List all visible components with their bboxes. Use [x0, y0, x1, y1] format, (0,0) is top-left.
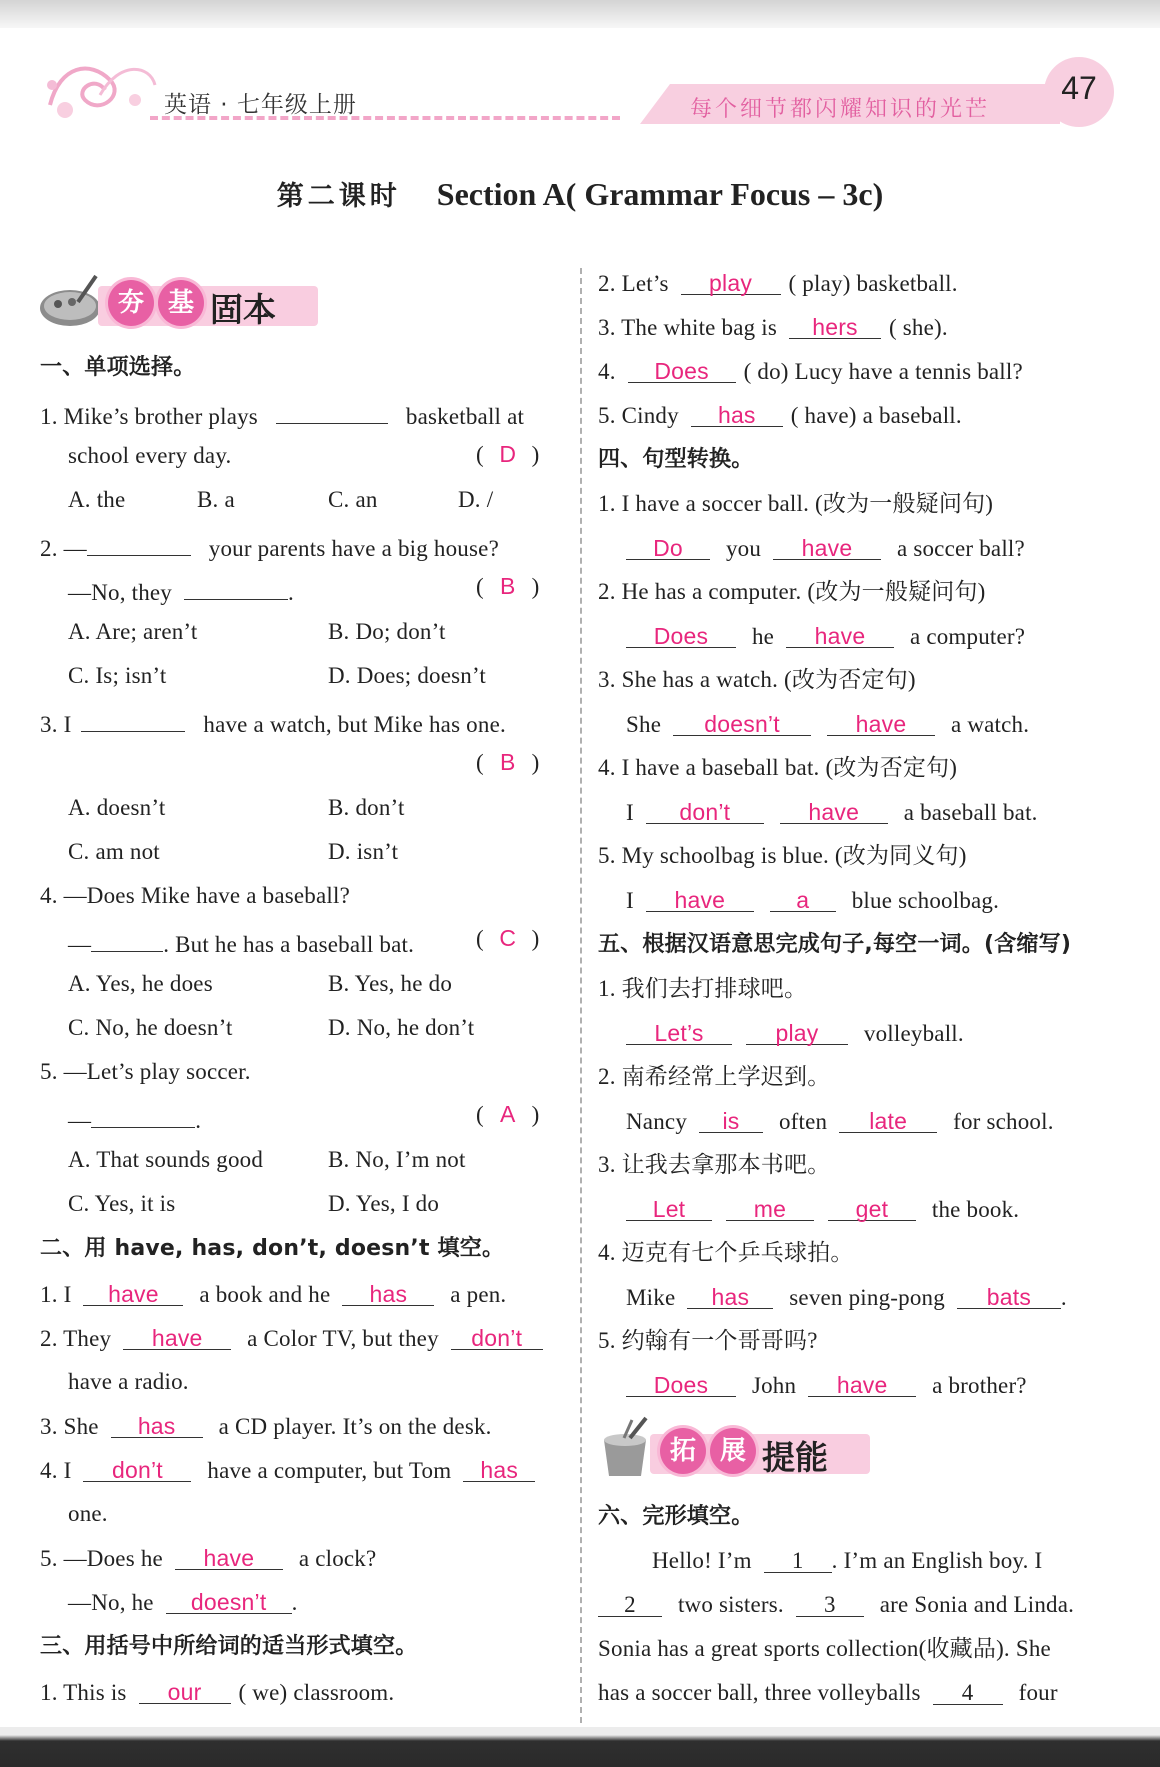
- part2-q5-text-c: —No, he: [68, 1590, 154, 1615]
- part5-q4-start: Mike: [626, 1285, 676, 1310]
- part1-q2-blank-1[interactable]: [87, 529, 191, 556]
- part5-q1-answer-1[interactable]: Let’s: [626, 1018, 732, 1045]
- part1-q3-option-a: A. doesn’t: [68, 795, 166, 820]
- part3-q5-answer[interactable]: has: [691, 400, 783, 427]
- part2-q4-text-a: 4. I: [40, 1458, 72, 1483]
- part1-q5-option-d: D. Yes, I do: [328, 1191, 440, 1216]
- part5-q3-answer-line: [626, 1194, 1019, 1225]
- part1-q3-text-b: have a watch, but Mike has one.: [203, 712, 506, 737]
- part5-q2-prompt: 2. 南希经常上学迟到。: [598, 1064, 831, 1089]
- part4-q1-answer-line: [626, 533, 1025, 564]
- part3-q4-text-b: ( do) Lucy have a tennis ball?: [743, 359, 1023, 384]
- part5-q5-answer-1[interactable]: Does: [626, 1370, 736, 1397]
- part5-q3-answer-2[interactable]: me: [726, 1194, 814, 1221]
- slogan-text: 每个细节都闪耀知识的光芒: [690, 97, 991, 122]
- book-subject-label: 英语 · 七年级上册: [164, 92, 357, 118]
- column-divider: [580, 268, 582, 1723]
- banner-foundation-badge-2: 基: [158, 280, 204, 326]
- part2-heading: 二、用 have, has, don’t, doesn’t 填空。: [40, 1236, 505, 1261]
- part4-q1-prompt: 1. I have a soccer ball. (改为一般疑问句): [598, 491, 994, 516]
- part1-q4-line2: [68, 925, 414, 960]
- part3-q4: [598, 356, 1023, 387]
- part3-q2-text-b: ( play) basketball.: [788, 271, 958, 296]
- part2-q5-line1: [40, 1543, 376, 1574]
- part3-q3-answer[interactable]: hers: [789, 312, 881, 339]
- part2-q5-line2: [68, 1587, 298, 1618]
- part1-q1-blank[interactable]: [276, 397, 388, 424]
- bottom-bar: [0, 1727, 1160, 1767]
- part6-line4-text-b: four: [1018, 1680, 1058, 1705]
- part6-blank-4-number: 4: [961, 1680, 974, 1705]
- part2-q2-text-b: a Color TV, but they: [247, 1326, 439, 1351]
- part5-q5-answer-line: [626, 1370, 1027, 1401]
- part2-q5-text-b: a clock?: [298, 1546, 377, 1571]
- part4-q3-end: a watch.: [950, 712, 1030, 737]
- part2-q2-answer-2[interactable]: don’t: [451, 1323, 543, 1350]
- part6-line4-text-a: has a soccer ball, three volleyballs: [598, 1680, 921, 1705]
- section-label: Section A( Grammar Focus – 3c): [436, 176, 884, 212]
- part1-q1-text-c: school every day.: [68, 443, 232, 468]
- part1-q2-text-b: your parents have a big house?: [208, 536, 499, 561]
- part5-q4-mid: seven ping-pong: [789, 1285, 945, 1310]
- part3-q2-text-a: 2. Let’s: [598, 271, 669, 296]
- part2-q3-text-b: a CD player. It’s on the desk.: [218, 1414, 492, 1439]
- banner-foundation: [38, 268, 298, 328]
- part2-q4-answer-2[interactable]: has: [463, 1455, 535, 1482]
- part4-q5-answer-2[interactable]: a: [770, 885, 836, 912]
- part1-q5-text-c: .: [195, 1108, 202, 1133]
- part4-q2-prompt: 2. He has a computer. (改为一般疑问句): [598, 579, 986, 604]
- lesson-label: 第二课时: [276, 181, 401, 212]
- part1-q3-option-c: C. am not: [68, 839, 160, 864]
- part2-q4-text-c: one.: [68, 1501, 108, 1526]
- part5-q3-answer-3[interactable]: get: [828, 1194, 916, 1221]
- part6-line3: Sonia has a great sports collection(收藏品). She: [598, 1636, 1051, 1661]
- part1-q3-line1: [40, 705, 506, 740]
- part1-q2-line2: [68, 573, 294, 608]
- part5-q3-answer-1[interactable]: Let: [626, 1194, 712, 1221]
- part1-q5-answer-box: ( A ): [476, 1101, 540, 1127]
- part2-q1-answer-2[interactable]: has: [342, 1279, 434, 1306]
- part3-q5: [598, 400, 962, 431]
- part6-line1-text-b: . I’m an English boy. I: [831, 1548, 1043, 1573]
- part6-blank-3[interactable]: [796, 1590, 864, 1617]
- part1-q5-text-a: 5. —Let’s play soccer.: [40, 1059, 251, 1084]
- part3-heading: 三、用括号中所给词的适当形式填空。: [40, 1634, 418, 1659]
- part1-q3-answer: B: [500, 749, 516, 775]
- part1-q1-option-d: D. /: [458, 487, 494, 512]
- part4-q2-end: a computer?: [909, 624, 1026, 649]
- part1-q4-blank[interactable]: [91, 925, 163, 952]
- part4-q3-answer-2[interactable]: have: [827, 709, 935, 736]
- part1-q2-line1: [40, 529, 499, 564]
- part1-q5-blank[interactable]: [91, 1101, 195, 1128]
- part2-q3-answer[interactable]: has: [111, 1411, 203, 1438]
- part1-q4-answer-box: ( C ): [476, 925, 540, 951]
- part4-q2-answer-2[interactable]: have: [786, 621, 894, 648]
- part1-q2-text-d: .: [287, 580, 294, 605]
- palette-icon: [38, 272, 104, 330]
- part1-q4-text-c: . But he has a baseball bat.: [163, 932, 415, 957]
- banner-extension-badge-1: 拓: [660, 1428, 706, 1474]
- part1-q2-text-a: 2. —: [40, 536, 87, 561]
- part6-line1: [652, 1546, 1042, 1576]
- part1-q5-option-b: B. No, I’m not: [328, 1147, 466, 1172]
- part6-blank-2-number: 2: [624, 1592, 636, 1617]
- part1-q5-text-b: —: [68, 1108, 92, 1133]
- part2-q5-answer-2[interactable]: doesn’t: [166, 1587, 292, 1614]
- banner-extension-title: 提能: [762, 1438, 828, 1477]
- part6-heading: 六、完形填空。: [598, 1504, 754, 1529]
- part1-q3-blank[interactable]: [81, 705, 185, 732]
- part1-q4-option-a: A. Yes, he does: [68, 971, 213, 996]
- part6-line1-text-a: Hello! I’m: [652, 1548, 752, 1573]
- part1-q1-answer-box: ( D ): [476, 441, 540, 467]
- part2-q5-answer-1[interactable]: have: [175, 1543, 283, 1570]
- part3-q4-text-a: 4.: [598, 359, 616, 384]
- part4-q1-answer-1[interactable]: Do: [626, 533, 710, 560]
- part2-q1-text-b: a book and he: [199, 1282, 331, 1307]
- part3-q5-text-a: 5. Cindy: [598, 403, 679, 428]
- part4-q4-prompt: 4. I have a baseball bat. (改为否定句): [598, 755, 958, 780]
- part4-q2-answer-1[interactable]: Does: [626, 621, 736, 648]
- part3-q1-answer[interactable]: our: [139, 1677, 231, 1704]
- part4-q4-start: I: [626, 800, 634, 825]
- part6-blank-1[interactable]: [764, 1546, 832, 1573]
- part4-q1-answer-2[interactable]: have: [773, 533, 881, 560]
- part5-q4-prompt: 4. 迈克有七个乒乓球拍。: [598, 1240, 854, 1265]
- part4-q4-answer-line: [626, 797, 1038, 828]
- part5-q2-answer-2[interactable]: late: [839, 1106, 937, 1133]
- part5-q2-answer-line: [626, 1106, 1054, 1137]
- part6-blank-4[interactable]: [933, 1678, 1003, 1705]
- part1-q1-option-c: C. an: [328, 487, 378, 512]
- part1-q4-text-b: —: [68, 932, 92, 957]
- part3-q3: [598, 312, 948, 343]
- part1-q4-answer: C: [499, 925, 516, 951]
- part1-q5-option-a: A. That sounds good: [68, 1147, 264, 1172]
- part6-line4: [598, 1678, 1058, 1708]
- part3-q5-text-b: ( have) a baseball.: [790, 403, 962, 428]
- part4-q4-answer-2[interactable]: have: [780, 797, 888, 824]
- part2-q5-text-a: 5. —Does he: [40, 1546, 163, 1571]
- part1-q4-option-c: C. No, he doesn’t: [68, 1015, 233, 1040]
- part4-q5-answer-line: [626, 885, 999, 916]
- part4-q5-start: I: [626, 888, 634, 913]
- part3-q1-text-b: ( we) classroom.: [238, 1680, 395, 1705]
- part2-q1-answer-1[interactable]: have: [83, 1279, 183, 1306]
- part1-q4-option-b: B. Yes, he do: [328, 971, 453, 996]
- part3-q4-answer[interactable]: Does: [628, 356, 736, 383]
- part1-heading: 一、单项选择。: [40, 355, 196, 380]
- part1-q2-blank-2[interactable]: [184, 573, 288, 600]
- part4-q5-answer-1[interactable]: have: [646, 885, 754, 912]
- top-shadow: [0, 0, 1160, 28]
- part1-q4-text-a: 4. —Does Mike have a baseball?: [40, 883, 351, 908]
- part4-q1-mid: you: [725, 536, 762, 561]
- part2-q1-text-c: a pen.: [450, 1282, 507, 1307]
- part2-q2: [40, 1323, 543, 1354]
- part4-q3-prompt: 3. She has a watch. (改为否定句): [598, 667, 916, 692]
- part5-q3-prompt: 3. 让我去拿那本书吧。: [598, 1152, 831, 1177]
- part2-q2-answer-1[interactable]: have: [123, 1323, 231, 1350]
- part5-q2-mid: often: [778, 1109, 828, 1134]
- part1-q5-option-c: C. Yes, it is: [68, 1191, 176, 1216]
- part6-line2-text-a: two sisters.: [677, 1592, 784, 1617]
- part1-q1-option-a: A. the: [68, 487, 126, 512]
- part1-q3-text-a: 3. I: [40, 712, 72, 737]
- part5-q4-answer-line: [626, 1282, 1067, 1313]
- part1-q1-text-b: basketball at: [405, 404, 525, 429]
- part3-q1-text-a: 1. This is: [40, 1680, 127, 1705]
- part1-q5-answer: A: [500, 1101, 516, 1127]
- part5-q5-answer-2[interactable]: have: [808, 1370, 916, 1397]
- part1-q2-option-c: C. Is; isn’t: [68, 663, 167, 688]
- part3-q2-answer[interactable]: play: [681, 268, 781, 295]
- part2-q4-text-b: have a computer, but Tom: [207, 1458, 452, 1483]
- part5-q1-end: volleyball.: [863, 1021, 964, 1046]
- part5-q4-answer-1[interactable]: has: [687, 1282, 773, 1309]
- part4-q3-start: She: [626, 712, 662, 737]
- part2-q2-text-a: 2. They: [40, 1326, 112, 1351]
- part1-q3-option-d: D. isn’t: [328, 839, 399, 864]
- part2-q5-text-d: .: [291, 1590, 298, 1615]
- paint-bucket-icon: [596, 1416, 658, 1478]
- part3-q3-text-b: ( she).: [888, 315, 948, 340]
- page-number: 47: [1061, 70, 1097, 106]
- part4-heading: 四、句型转换。: [598, 447, 754, 472]
- part1-q3-answer-box: ( B ): [476, 749, 540, 775]
- part4-q4-end: a baseball bat.: [903, 800, 1038, 825]
- part5-q5-end: a brother?: [932, 1373, 1027, 1398]
- part5-heading: 五、根据汉语意思完成句子,每空一词。(含缩写): [598, 932, 1072, 957]
- part2-q1: [40, 1279, 506, 1310]
- part1-q2-answer-box: ( B ): [476, 573, 540, 599]
- part6-line2-text-b: are Sonia and Linda.: [879, 1592, 1075, 1617]
- part6-blank-1-number: 1: [791, 1548, 804, 1573]
- part4-q3-answer-line: [626, 709, 1029, 740]
- banner-extension-badge-2: 展: [710, 1428, 756, 1474]
- part5-q2-end: for school.: [953, 1109, 1054, 1134]
- part4-q3-answer-1[interactable]: doesn’t: [673, 709, 811, 736]
- part5-q2-start: Nancy: [626, 1109, 688, 1134]
- part1-q3-option-b: B. don’t: [328, 795, 405, 820]
- part4-q4-answer-1[interactable]: don’t: [646, 797, 764, 824]
- page-title: [0, 174, 1160, 213]
- part2-q4: [40, 1455, 535, 1486]
- banner-extension: [596, 1416, 856, 1476]
- part2-q3-text-a: 3. She: [40, 1414, 99, 1439]
- part5-q5-mid: John: [751, 1373, 797, 1398]
- part4-q2-answer-line: [626, 621, 1025, 652]
- part2-q2-text-c: have a radio.: [68, 1369, 189, 1394]
- part5-q4-answer-2[interactable]: bats: [957, 1282, 1061, 1309]
- part1-q1-line1: [40, 397, 524, 432]
- part5-q1-answer-line: [626, 1018, 964, 1049]
- part5-q2-answer-1[interactable]: is: [699, 1106, 763, 1133]
- part2-q1-text-a: 1. I: [40, 1282, 72, 1307]
- part3-q2: [598, 268, 958, 299]
- part6-blank-2[interactable]: [598, 1590, 662, 1617]
- part1-q1-option-b: B. a: [197, 487, 235, 512]
- part6-line2: [598, 1590, 1074, 1620]
- part2-q4-answer-1[interactable]: don’t: [83, 1455, 191, 1482]
- part4-q5-end: blue schoolbag.: [851, 888, 1000, 913]
- part5-q1-answer-2[interactable]: play: [746, 1018, 848, 1045]
- part5-q5-prompt: 5. 约翰有一个哥哥吗?: [598, 1328, 818, 1353]
- part1-q2-answer: B: [500, 573, 516, 599]
- part1-q2-option-b: B. Do; don’t: [328, 619, 446, 644]
- part3-q1: [40, 1677, 394, 1708]
- banner-foundation-title: 固本: [210, 290, 276, 329]
- part1-q2-option-a: A. Are; aren’t: [68, 619, 198, 644]
- part1-q4-option-d: D. No, he don’t: [328, 1015, 475, 1040]
- part3-q3-text-a: 3. The white bag is: [598, 315, 778, 340]
- part1-q1-text-a: 1. Mike’s brother plays: [40, 404, 258, 429]
- part4-q2-mid: he: [751, 624, 775, 649]
- part5-q4-end: .: [1060, 1285, 1067, 1310]
- flower-decoration-icon: [40, 55, 160, 125]
- part6-blank-3-number: 3: [823, 1592, 836, 1617]
- part5-q1-prompt: 1. 我们去打排球吧。: [598, 976, 808, 1001]
- part4-q1-end: a soccer ball?: [896, 536, 1025, 561]
- part1-q5-line2: [68, 1101, 201, 1136]
- part4-q5-prompt: 5. My schoolbag is blue. (改为同义句): [598, 843, 967, 868]
- header-dashed-line: [150, 116, 620, 120]
- banner-foundation-badge-1: 夯: [108, 280, 154, 326]
- part5-q3-end: the book.: [931, 1197, 1020, 1222]
- part1-q2-text-c: —No, they: [68, 580, 173, 605]
- part1-q2-option-d: D. Does; doesn’t: [328, 663, 487, 688]
- part2-q3: [40, 1411, 492, 1442]
- part1-q1-answer: D: [499, 441, 516, 467]
